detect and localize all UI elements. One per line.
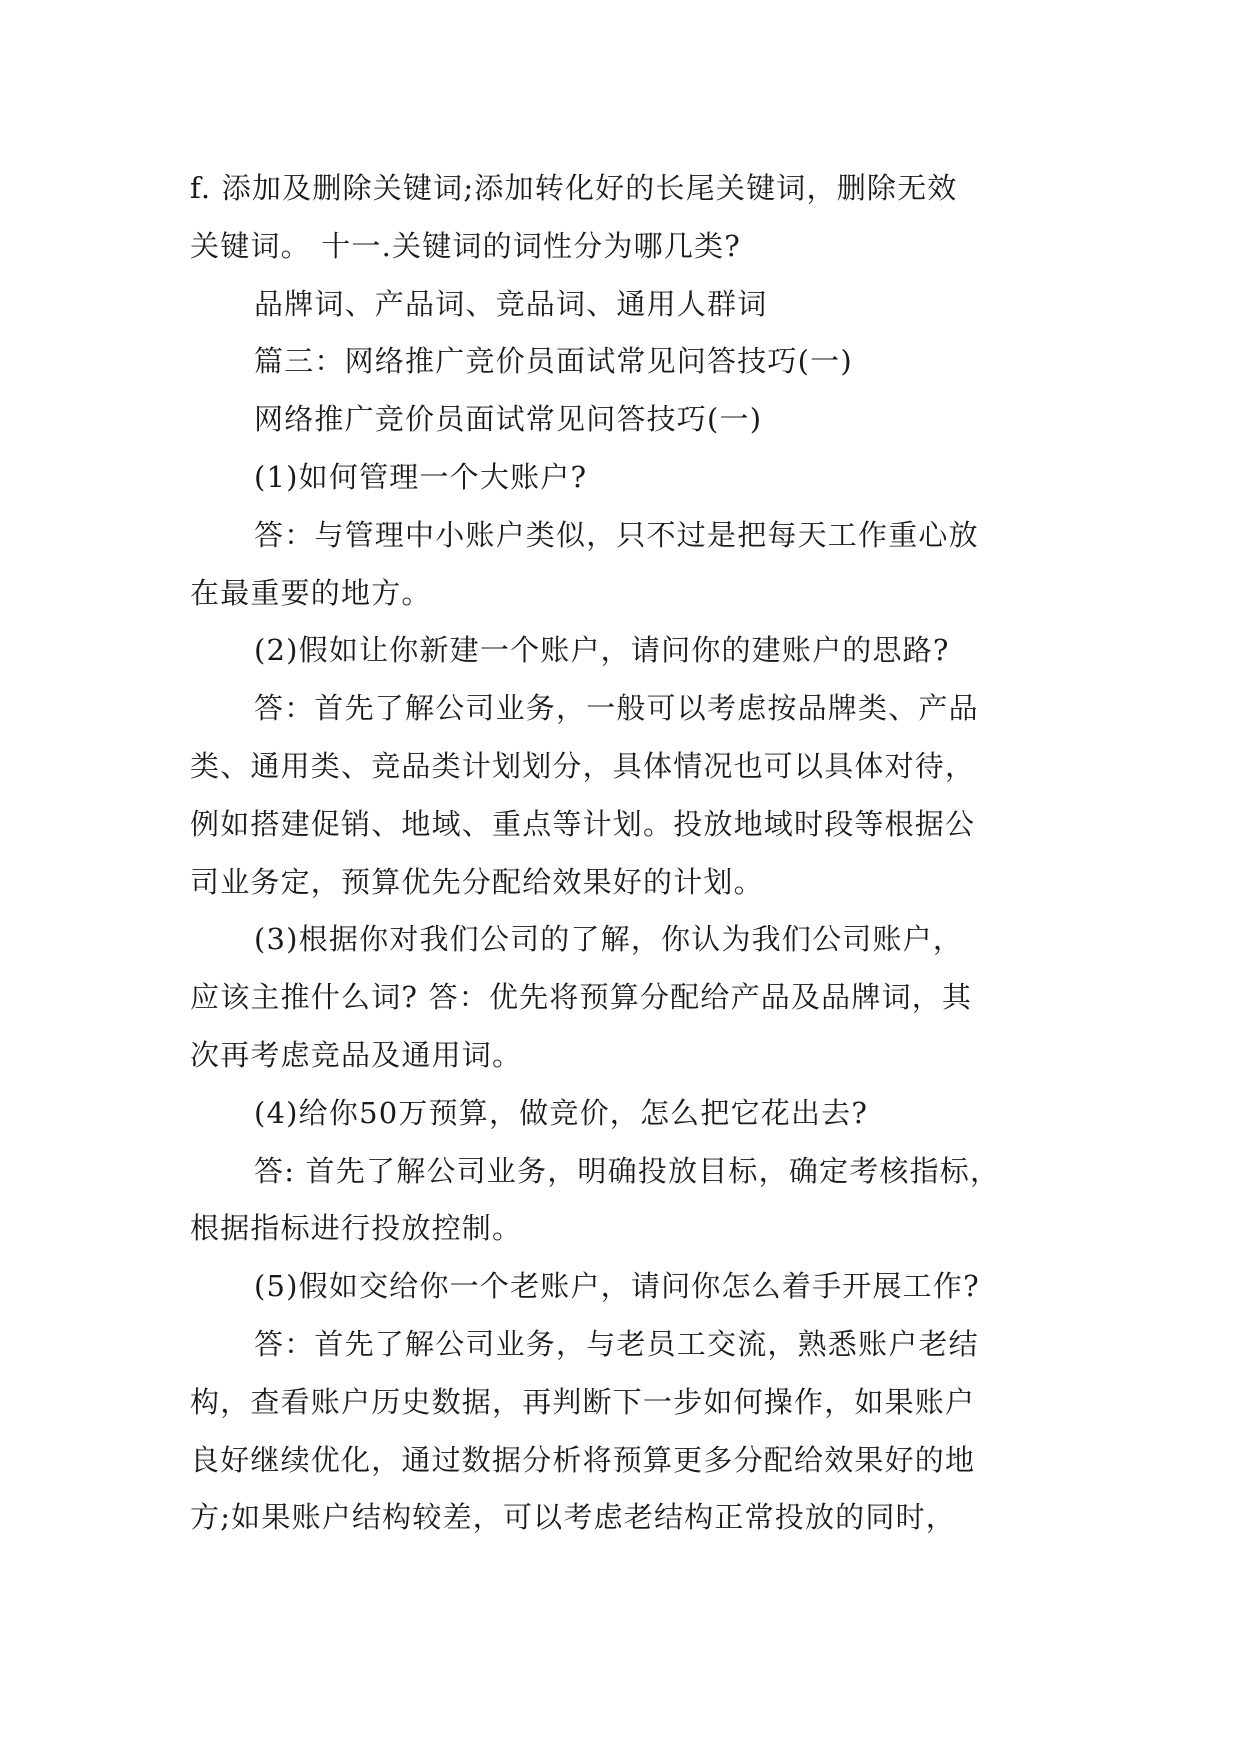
text-line: 方;如果账户结构较差，可以考虑老结构正常投放的同时， bbox=[190, 1500, 956, 1535]
text-line: 良好继续优化，通过数据分析将预算更多分配给效果好的地 bbox=[190, 1442, 976, 1477]
section-title: 网络推广竞价员面试常见问答技巧(一) bbox=[254, 402, 763, 437]
text-line: 在最重要的地方。 bbox=[190, 575, 432, 610]
answer-4: 答: 首先了解公司业务，明确投放目标，确定考核指标， bbox=[254, 1153, 1001, 1188]
answer-5: 答：首先了解公司业务，与老员工交流，熟悉账户老结 bbox=[254, 1326, 979, 1361]
text-line: f. 添加及删除关键词;添加转化好的长尾关键词，删除无效 bbox=[190, 171, 958, 205]
section-heading: 篇三：网络推广竞价员面试常见问答技巧(一) bbox=[254, 344, 853, 379]
text-line: 司业务定，预算优先分配给效果好的计划。 bbox=[190, 864, 764, 899]
question-3: (3)根据你对我们公司的了解，你认为我们公司账户， bbox=[254, 922, 964, 957]
answer-2: 答：首先了解公司业务，一般可以考虑按品牌类、产品 bbox=[254, 691, 979, 726]
text-line: 根据指标进行投放控制。 bbox=[190, 1211, 523, 1246]
question-1: (1)如何管理一个大账户? bbox=[254, 459, 588, 494]
text-line: 品牌词、产品词、竞品词、通用人群词 bbox=[254, 286, 768, 321]
question-5: (5)假如交给你一个老账户，请问你怎么着手开展工作? bbox=[254, 1269, 980, 1304]
text-line: 例如搭建促销、地域、重点等计划。投放地域时段等根据公 bbox=[190, 806, 976, 841]
text-line: 类、通用类、竞品类计划划分，具体情况也可以具体对待， bbox=[190, 748, 976, 783]
question-2: (2)假如让你新建一个账户，请问你的建账户的思路? bbox=[254, 633, 950, 668]
text-line: 次再考虑竞品及通用词。 bbox=[190, 1037, 523, 1072]
text-line: 应该主推什么词? 答：优先将预算分配给产品及品牌词，其 bbox=[190, 980, 973, 1015]
question-4: (4)给你50万预算，做竞价，怎么把它花出去? bbox=[254, 1095, 869, 1130]
text-line: 关键词。 十一.关键词的词性分为哪几类? bbox=[190, 228, 741, 263]
document-body bbox=[190, 160, 1050, 1547]
text-line: 构，查看账户历史数据，再判断下一步如何操作，如果账户 bbox=[190, 1384, 976, 1419]
answer-1: 答：与管理中小账户类似，只不过是把每天工作重心放 bbox=[254, 517, 979, 552]
